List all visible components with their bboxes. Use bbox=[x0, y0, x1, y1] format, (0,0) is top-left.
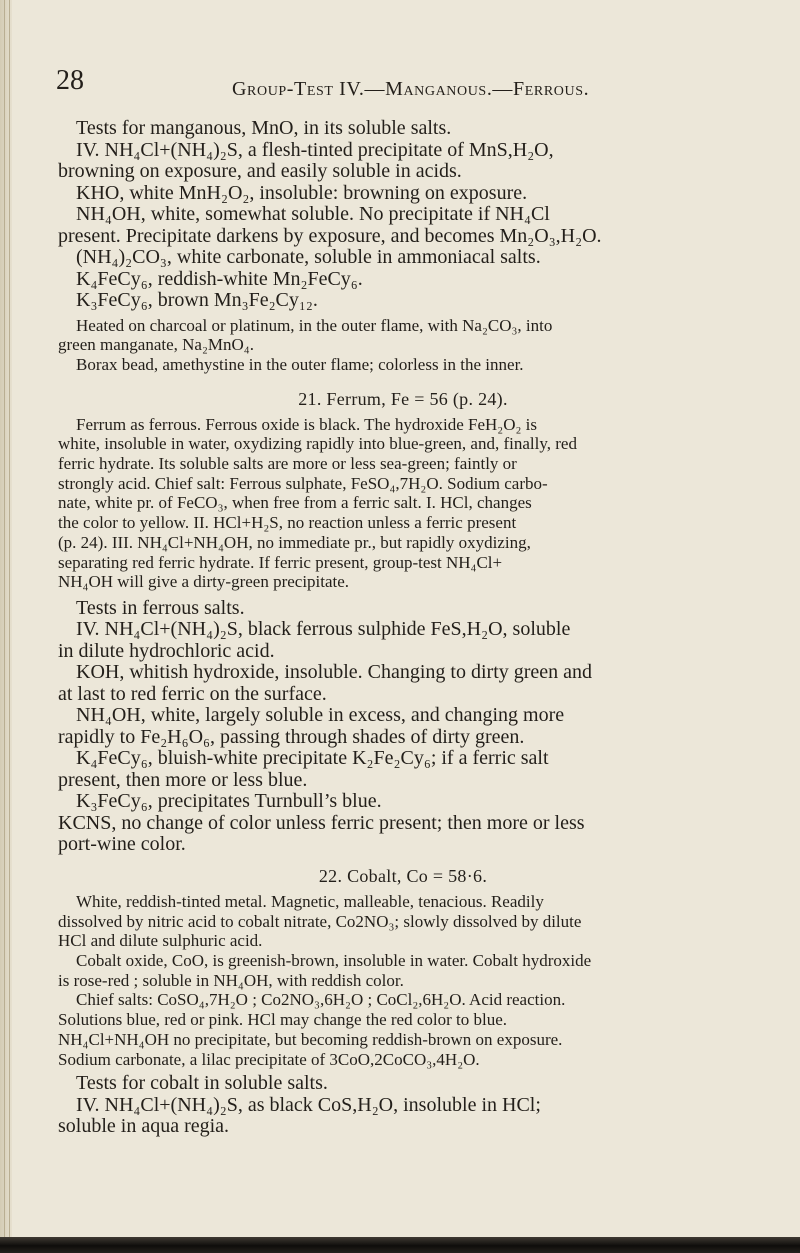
text-line: soluble in aqua regia. bbox=[58, 1116, 230, 1138]
text-line: strongly acid. Chief salt: Ferrous sulphate, FeSO₄,7H₂O. Sodium carbo- bbox=[58, 473, 548, 493]
text-line: the color to yellow. II. HCl+H₂S, no reaction unless a ferric present bbox=[58, 513, 517, 533]
cobalt-tests bbox=[58, 1073, 748, 1138]
text-line: IV. NH₄Cl+(NH₄)₂S, a flesh-tinted precipitate of MnS,H₂O, bbox=[76, 139, 554, 161]
text-line: Tests in ferrous salts. bbox=[76, 597, 245, 619]
text-line: ferric hydrate. Its soluble salts are more or less sea-green; faintly or bbox=[58, 454, 517, 474]
text-line: Tests for manganous, MnO, in its soluble salts. bbox=[76, 118, 452, 139]
ferrum-intro bbox=[58, 415, 748, 592]
text-line: K₄FeCy₆, bluish-white precipitate K₂Fe₂Cy₆; if a ferric salt bbox=[76, 748, 549, 770]
page-bottom-edge bbox=[0, 1237, 800, 1253]
text-line: NH₄OH, white, somewhat soluble. No precipitate if NH₄Cl bbox=[76, 204, 550, 225]
text-line: Chief salts: CoSO₄,7H₂O ; Co2NO₃,6H₂O ; CoCl₂,6H₂O. Acid reaction. bbox=[76, 990, 566, 1010]
text-line: white, insoluble in water, oxydizing rapidly into blue-green, and, finally, red bbox=[58, 434, 577, 454]
text-line: KOH, whitish hydroxide, insoluble. Changing to dirty green and bbox=[76, 662, 593, 684]
section-heading-cobalt: 22. Cobalt, Co = 58·6. bbox=[318, 865, 488, 886]
text-line: dissolved by nitric acid to cobalt nitrate, Co2NO₃; slowly dissolved by dilute bbox=[58, 911, 582, 931]
text-line: Heated on charcoal or platinum, in the outer flame, with Na₂CO₃, into bbox=[76, 315, 553, 335]
binding-line bbox=[4, 0, 5, 1253]
text-line: K₄FeCy₆, reddish-white Mn₂FeCy₆. bbox=[76, 268, 363, 290]
manganous-tests bbox=[58, 118, 748, 312]
text-line: (p. 24). III. NH₄Cl+NH₄OH, no immediate pr., but rapidly oxydizing, bbox=[58, 532, 531, 552]
text-line: is rose-red ; soluble in NH₄OH, with reddish color. bbox=[58, 970, 404, 990]
binding-line bbox=[9, 0, 10, 1253]
text-line: present, then more or less blue. bbox=[58, 769, 308, 791]
text-line: at last to red ferric on the surface. bbox=[58, 683, 327, 705]
text-line: HCl and dilute sulphuric acid. bbox=[58, 931, 263, 951]
text-line: Ferrum as ferrous. Ferrous oxide is black. The hydroxide FeH₂O₂ is bbox=[76, 414, 538, 434]
section-heading-ferrum: 21. Ferrum, Fe = 56 (p. 24). bbox=[298, 388, 508, 409]
text-line: NH₄OH will give a dirty-green precipitate. bbox=[58, 572, 350, 592]
text-line: Cobalt oxide, CoO, is greenish-brown, insoluble in water. Cobalt hydroxide bbox=[76, 951, 592, 971]
text-line: NH₄OH, white, largely soluble in excess, and changing more bbox=[76, 705, 565, 727]
text-line: NH₄Cl+NH₄OH no precipitate, but becoming reddish-brown on exposure. bbox=[58, 1029, 563, 1049]
running-head: Group-Test IV.—Manganous.—Ferrous. bbox=[232, 78, 590, 100]
text-line: nate, white pr. of FeCO₃, when free from a ferric salt. I. HCl, changes bbox=[58, 493, 532, 513]
page-number: 28 bbox=[56, 65, 84, 96]
text-line: present. Precipitate darkens by exposure, and becomes Mn₂O₃,H₂O. bbox=[58, 225, 602, 247]
text-line: IV. NH₄Cl+(NH₄)₂S, black ferrous sulphide FeS,H₂O, soluble bbox=[76, 619, 571, 641]
text-line: Tests for cobalt in soluble salts. bbox=[76, 1073, 328, 1095]
text-line: rapidly to Fe₂H₆O₆, passing through shades of dirty green. bbox=[58, 726, 525, 748]
text-line: KCNS, no change of color unless ferric present; then more or less bbox=[58, 812, 585, 834]
ferrous-tests bbox=[58, 598, 748, 856]
text-line: KHO, white MnH₂O₂, insoluble: browning on exposure. bbox=[76, 182, 528, 204]
text-line: green manganate, Na₂MnO₄. bbox=[58, 335, 254, 355]
cobalt-intro bbox=[58, 892, 748, 1069]
text-line: Borax bead, amethystine in the outer flame; colorless in the inner. bbox=[76, 354, 524, 374]
text-line: separating red ferric hydrate. If ferric present, group-test NH₄Cl+ bbox=[58, 552, 503, 572]
text-line: IV. NH₄Cl+(NH₄)₂S, as black CoS,H₂O, insoluble in HCl; bbox=[76, 1094, 541, 1116]
text-line: Sodium carbonate, a lilac precipitate of 3CoO,2CoCO₃,4H₂O. bbox=[58, 1049, 480, 1069]
page-binding-edge bbox=[0, 0, 12, 1253]
text-line: K₃FeCy₆, brown Mn₃Fe₂Cy₁₂. bbox=[76, 290, 318, 311]
text-line: in dilute hydrochloric acid. bbox=[58, 640, 275, 662]
text-line: K₃FeCy₆, precipitates Turnbull’s blue. bbox=[76, 791, 382, 813]
text-line: White, reddish-tinted metal. Magnetic, malleable, tenacious. Readily bbox=[76, 891, 544, 911]
text-line: browning on exposure, and easily soluble in acids. bbox=[58, 161, 462, 182]
manganous-note bbox=[58, 316, 748, 375]
text-line: Solutions blue, red or pink. HCl may change the red color to blue. bbox=[58, 1010, 507, 1030]
text-line: (NH₄)₂CO₃, white carbonate, soluble in ammoniacal salts. bbox=[76, 247, 541, 268]
page-body bbox=[58, 118, 748, 1138]
text-line: port-wine color. bbox=[58, 834, 186, 856]
